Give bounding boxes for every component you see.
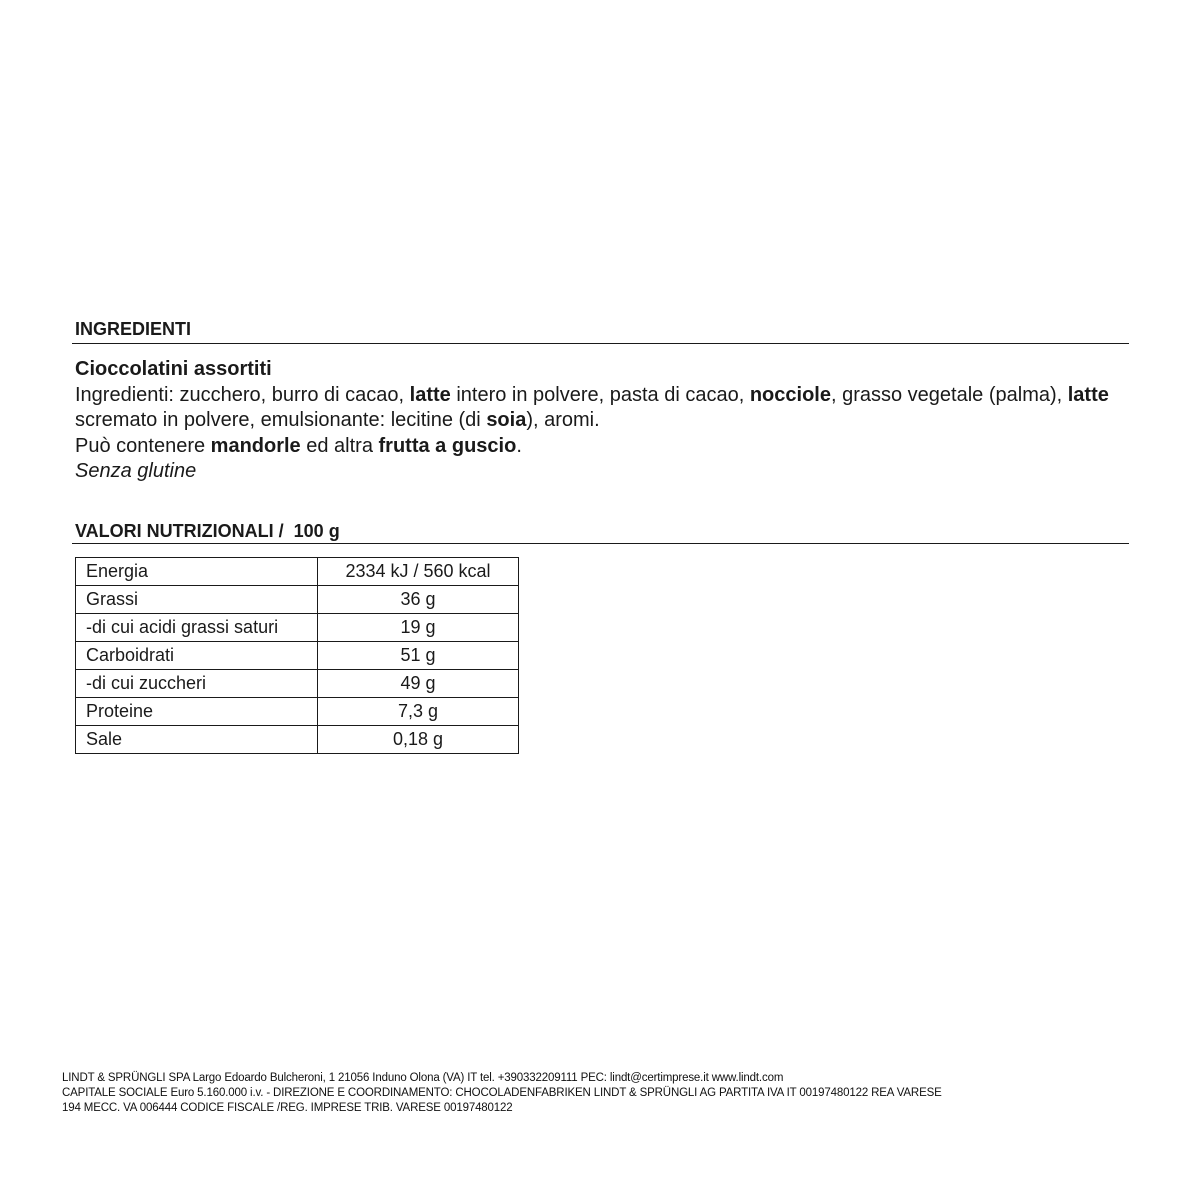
footer-line-capital: CAPITALE SOCIALE Euro 5.160.000 i.v. - DIREZIONE E COORDINAMENTO: CHOCOLADENFABRIKEN LINDT & SPRÜNGLI AG PARTITA IVA IT 00197480122 REA VARESE: [62, 1087, 942, 1099]
ingredients-text: intero in polvere, pasta di cacao,: [450, 383, 750, 406]
nutrient-label: Proteine: [76, 698, 318, 726]
allergen-milk: latte: [409, 383, 451, 406]
nutrition-divider: [72, 543, 1129, 544]
nutrition-heading: VALORI NUTRIZIONALI / 100 g: [75, 521, 340, 541]
ingredients-text: , grasso vegetale (palma),: [830, 383, 1068, 406]
table-row: [76, 670, 519, 698]
may-contain-text: .: [516, 434, 522, 457]
gluten-free-note: Senza glutine: [75, 460, 197, 482]
nutrient-value: 36 g: [318, 586, 519, 614]
nutrient-label: -di cui acidi grassi saturi: [76, 614, 318, 642]
may-contain-text: ed altra: [300, 434, 379, 457]
nutrition-table: [75, 557, 519, 754]
allergen-tree-nuts: frutta a guscio: [378, 434, 517, 457]
nutrient-value: 19 g: [318, 614, 519, 642]
may-contain-text: Può contenere: [75, 434, 211, 457]
ingredients-list: [75, 383, 1135, 434]
company-footer: [62, 1071, 1162, 1116]
footer-line-registration: 194 MECC. VA 006444 CODICE FISCALE /REG. IMPRESE TRIB. VARESE 00197480122: [62, 1102, 513, 1114]
nutrient-label: Sale: [76, 726, 318, 754]
table-row: [76, 698, 519, 726]
table-row: [76, 558, 519, 586]
ingredients-divider: [72, 343, 1129, 344]
allergen-milk: latte: [1067, 383, 1109, 406]
table-row: [76, 614, 519, 642]
nutrient-value: 2334 kJ / 560 kcal: [318, 558, 519, 586]
ingredients-heading: INGREDIENTI: [75, 319, 192, 339]
nutrient-label: Energia: [76, 558, 318, 586]
table-row: [76, 726, 519, 754]
ingredients-section: [75, 357, 1135, 485]
allergen-soy: soia: [486, 409, 527, 431]
table-row: [76, 642, 519, 670]
nutrient-value: 49 g: [318, 670, 519, 698]
allergen-hazelnuts: nocciole: [749, 383, 831, 406]
ingredients-text: ), aromi.: [526, 409, 600, 431]
nutrient-value: 51 g: [318, 642, 519, 670]
ingredients-text: scremato in polvere, emulsionante: lecitine (di: [75, 409, 487, 431]
ingredients-text: Ingredienti: zucchero, burro di cacao,: [75, 383, 410, 406]
table-row: [76, 586, 519, 614]
nutrient-label: -di cui zuccheri: [76, 670, 318, 698]
may-contain-statement: [75, 434, 1135, 460]
footer-line-address: LINDT & SPRÜNGLI SPA Largo Edoardo Bulcheroni, 1 21056 Induno Olona (VA) IT tel. +390332209111 PEC: lindt@certimprese.it www.lindt.com: [62, 1072, 784, 1084]
nutrient-label: Grassi: [76, 586, 318, 614]
nutrient-value: 7,3 g: [318, 698, 519, 726]
allergen-almonds: mandorle: [210, 434, 301, 457]
nutrient-label: Carboidrati: [76, 642, 318, 670]
product-name: Cioccolatini assortiti: [75, 358, 272, 380]
nutrient-value: 0,18 g: [318, 726, 519, 754]
